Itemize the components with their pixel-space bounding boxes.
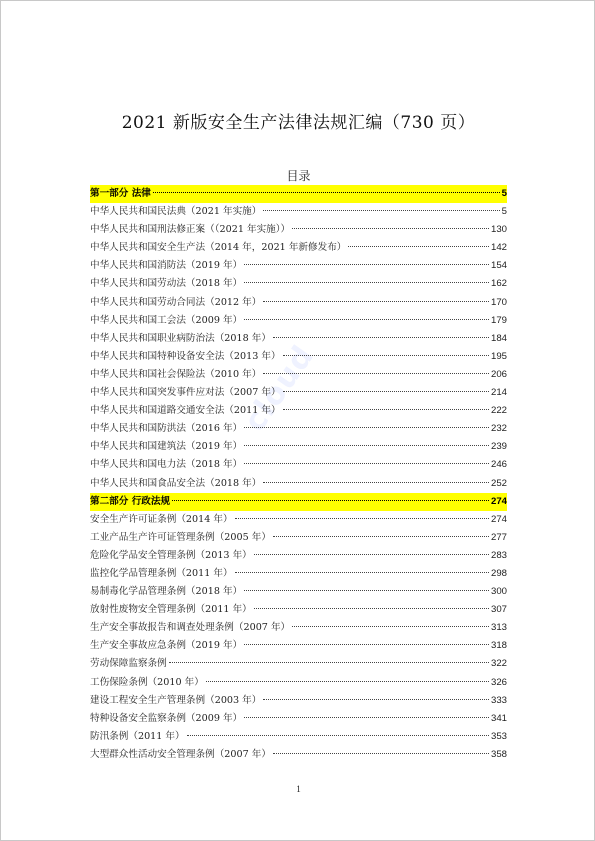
toc-entry-page: 154 [490,260,507,272]
toc-entry-label: 中华人民共和国劳动合同法（2012 年） [90,296,262,308]
toc-entry-label: 大型群众性活动安全管理条例（2007 年） [90,748,271,760]
toc-entry-page: 239 [490,441,507,453]
dot-leader [244,426,489,428]
toc-entry-page: 313 [490,622,507,634]
toc-entry-label: 防汛条例（2011 年） [90,730,185,742]
toc-entry-label: 中华人民共和国特种设备安全法（2013 年） [90,350,281,362]
toc-entry-page: 130 [490,224,507,236]
toc-entry-label: 第二部分 行政法规 [90,495,171,507]
dot-leader [244,318,489,320]
toc-entry[interactable] [90,655,507,673]
toc-entry[interactable] [90,294,507,312]
toc-entry-label: 监控化学品管理条例（2011 年） [90,567,233,579]
dot-leader [254,607,489,609]
toc-entry-page: 5 [501,188,507,199]
toc-entry-page: 274 [490,495,507,507]
dot-leader [283,408,489,410]
toc-entry-label: 放射性废物安全管理条例（2011 年） [90,604,252,616]
toc-entry-page: 277 [490,531,507,543]
toc-entry-page: 162 [490,278,507,290]
toc-entry[interactable] [90,601,507,619]
dot-leader [244,462,489,464]
dot-leader [283,354,489,356]
toc-entry-page: 214 [490,387,507,399]
toc-entry-page: 333 [490,694,507,706]
toc-entry[interactable] [90,275,507,293]
toc-entry-page: 341 [490,712,507,724]
toc-entry[interactable] [90,402,507,420]
toc-entry-page: 142 [490,242,507,254]
toc-entry[interactable] [90,674,507,692]
toc-entry-label: 中华人民共和国消防法（2019 年） [90,260,243,272]
toc-entry-label: 中华人民共和国道路交通安全法（2011 年） [90,405,281,417]
toc-entry-label: 中华人民共和国职业病防治法（2018 年） [90,332,271,344]
toc-entry-page: 170 [490,296,507,308]
toc-heading: 目录 [286,169,311,183]
toc-entry-page: 358 [490,748,507,760]
dot-leader [263,372,489,374]
toc-entry-page: 184 [490,332,507,344]
toc-entry[interactable] [90,366,507,384]
toc-entry[interactable] [90,239,507,257]
dot-leader [283,390,489,392]
toc-entry-label: 特种设备安全监察条例（2009 年） [90,712,243,724]
toc-entry-page: 179 [490,314,507,326]
toc-entry-label: 中华人民共和国食品安全法（2018 年） [90,477,262,489]
toc-entry-label: 中华人民共和国电力法（2018 年） [90,459,243,471]
dot-leader [244,281,489,283]
dot-leader [263,481,489,483]
dot-leader [263,300,489,302]
toc-entry[interactable] [90,257,507,275]
dot-leader [292,227,489,229]
page-number: 1 [296,784,301,794]
toc-entry[interactable] [90,746,507,764]
toc-entry-label: 中华人民共和国安全生产法（2014 年，2021 年新修发布） [90,242,347,254]
toc-entry-label: 中华人民共和国劳动法（2018 年） [90,278,243,290]
toc-entry-label: 中华人民共和国社会保险法（2010 年） [90,368,262,380]
toc-entry-page: 322 [490,658,507,670]
dot-leader [263,209,499,211]
toc-entry[interactable] [90,547,507,565]
toc-entry-page: 326 [490,676,507,688]
toc-section-heading[interactable] [90,493,507,511]
toc-entry[interactable] [90,511,507,529]
toc-entry[interactable] [90,456,507,474]
toc-entry[interactable] [90,637,507,655]
document-title: 2021 新版安全生产法律法规汇编（730 页） [121,113,476,133]
toc-entry[interactable] [90,203,507,221]
dot-leader [244,444,489,446]
toc-entry[interactable] [90,330,507,348]
toc-entry-page: 222 [490,405,507,417]
dot-leader [235,571,489,573]
toc-entry-page: 283 [490,549,507,561]
toc-entry-label: 工业产品生产许可证管理条例（2005 年） [90,531,271,543]
toc-entry-label: 安全生产许可证条例（2014 年） [90,513,233,525]
dot-leader [273,752,489,754]
toc-entry-page: 252 [490,477,507,489]
toc-entry-page: 5 [501,206,507,218]
toc-entry-page: 195 [490,350,507,362]
dot-leader [235,517,489,519]
table-of-contents [90,185,507,764]
dot-leader [153,191,500,193]
toc-entry-label: 中华人民共和国突发事件应对法（2007 年） [90,387,281,399]
toc-entry-label: 中华人民共和国建筑法（2019 年） [90,441,243,453]
toc-entry-page: 246 [490,459,507,471]
dot-leader [187,734,489,736]
toc-entry[interactable] [90,565,507,583]
toc-entry-page: 300 [490,586,507,598]
toc-entry-label: 工伤保险条例（2010 年） [90,676,204,688]
watermark: cloud [237,338,322,439]
toc-entry-page: 307 [490,604,507,616]
toc-entry[interactable] [90,438,507,456]
dot-leader [169,661,489,663]
dot-leader [206,680,489,682]
dot-leader [244,589,489,591]
toc-entry[interactable] [90,348,507,366]
dot-leader [263,698,489,700]
toc-entry-label: 中华人民共和国刑法修正案（（2021 年实施）） [90,224,291,236]
toc-entry[interactable] [90,475,507,493]
dot-leader [244,263,489,265]
dot-leader [244,716,489,718]
toc-entry-label: 第一部分 法律 [90,188,151,199]
toc-section-heading[interactable] [90,185,507,203]
dot-leader [172,499,489,501]
toc-entry-label: 建设工程安全生产管理条例（2003 年） [90,694,262,706]
dot-leader [348,245,489,247]
toc-entry-label: 中华人民共和国防洪法（2016 年） [90,423,243,435]
toc-entry-page: 206 [490,368,507,380]
dot-leader [273,535,489,537]
toc-entry[interactable] [90,221,507,239]
toc-entry-label: 劳动保障监察条例 [90,658,167,670]
dot-leader [244,643,489,645]
toc-entry[interactable] [90,529,507,547]
dot-leader [292,625,489,627]
dot-leader [273,336,489,338]
toc-entry[interactable] [90,384,507,402]
toc-entry-label: 生产安全事故应急条例（2019 年） [90,640,243,652]
toc-entry[interactable] [90,312,507,330]
toc-entry[interactable] [90,583,507,601]
toc-entry[interactable] [90,710,507,728]
toc-entry[interactable] [90,728,507,746]
toc-entry-page: 318 [490,640,507,652]
toc-entry-page: 353 [490,730,507,742]
toc-entry-page: 232 [490,423,507,435]
toc-entry-label: 易制毒化学品管理条例（2018 年） [90,586,243,598]
toc-entry[interactable] [90,619,507,637]
toc-entry-label: 中华人民共和国民法典（2021 年实施） [90,206,262,218]
toc-entry-label: 生产安全事故报告和调查处理条例（2007 年） [90,622,291,634]
toc-entry[interactable] [90,692,507,710]
toc-entry[interactable] [90,420,507,438]
toc-entry-page: 298 [490,567,507,579]
toc-entry-label: 危险化学品安全管理条例（2013 年） [90,549,252,561]
toc-entry-page: 274 [490,513,507,525]
dot-leader [254,553,489,555]
toc-entry-label: 中华人民共和国工会法（2009 年） [90,314,243,326]
